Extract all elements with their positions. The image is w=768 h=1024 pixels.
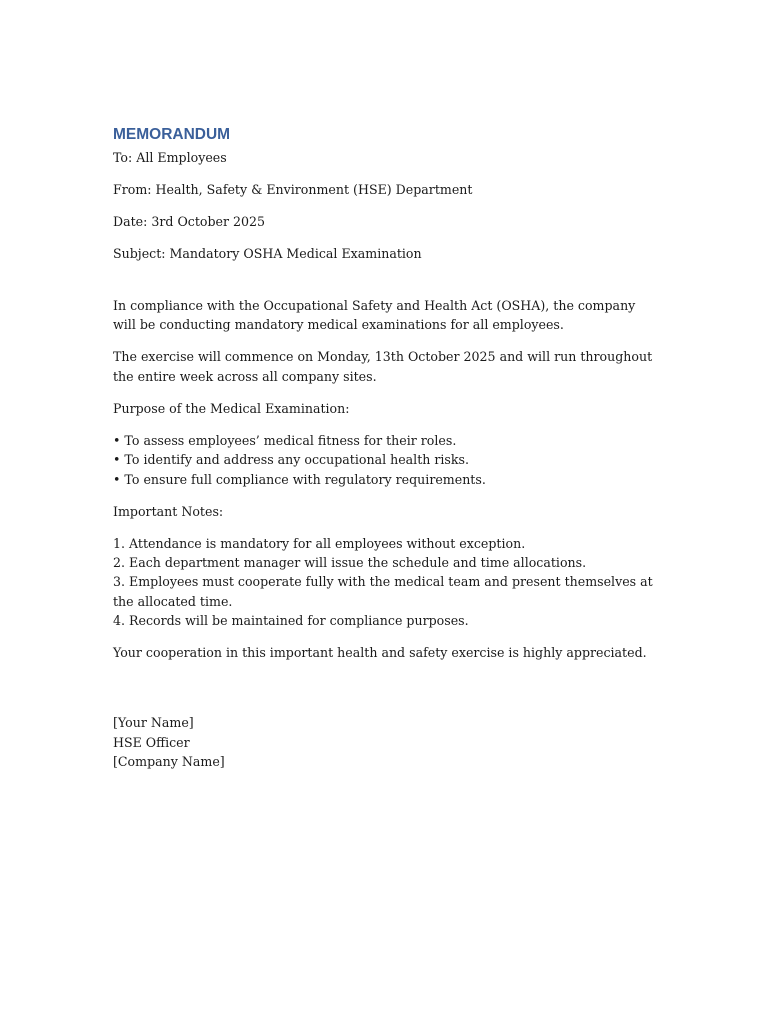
closing-paragraph: Your cooperation in this important health and safety exercise is highly appreciated. xyxy=(113,645,647,661)
memo-subject-line: Subject: Mandatory OSHA Medical Examination xyxy=(113,246,422,261)
memo-content xyxy=(113,124,653,771)
purpose-item: • To ensure full compliance with regulatory requirements. xyxy=(113,471,486,487)
memo-to-line: To: All Employees xyxy=(113,150,227,165)
note-item: 3. Employees must cooperate fully with the medical team and present themselves at the allocated time. xyxy=(113,574,653,609)
schedule-paragraph: The exercise will commence on Monday, 13th October 2025 and will run throughout the entire week across all company sites. xyxy=(113,349,653,384)
spacer xyxy=(113,276,653,296)
spacer xyxy=(113,675,653,713)
note-item: 1. Attendance is mandatory for all employees without exception. xyxy=(113,535,526,551)
intro-paragraph: In compliance with the Occupational Safety and Health Act (OSHA), the company will be conducting mandatory medical examinations for all employees. xyxy=(113,298,636,333)
notes-heading: Important Notes: xyxy=(113,503,224,519)
memo-title: MEMORANDUM xyxy=(113,126,231,143)
signature-name: [Your Name] xyxy=(113,715,194,731)
notes-list xyxy=(113,534,653,631)
signature-block xyxy=(113,713,653,771)
memo-date-line: Date: 3rd October 2025 xyxy=(113,214,266,229)
signature-company: [Company Name] xyxy=(113,754,225,770)
purpose-list xyxy=(113,431,653,489)
purpose-item: • To identify and address any occupational health risks. xyxy=(113,452,469,468)
note-item: 4. Records will be maintained for compliance purposes. xyxy=(113,613,469,629)
purpose-item: • To assess employees’ medical fitness for their roles. xyxy=(113,432,457,448)
memo-from-line: From: Health, Safety & Environment (HSE) Department xyxy=(113,182,473,197)
purpose-heading: Purpose of the Medical Examination: xyxy=(113,400,350,416)
signature-role: HSE Officer xyxy=(113,734,190,750)
note-item: 2. Each department manager will issue the schedule and time allocations. xyxy=(113,555,587,571)
